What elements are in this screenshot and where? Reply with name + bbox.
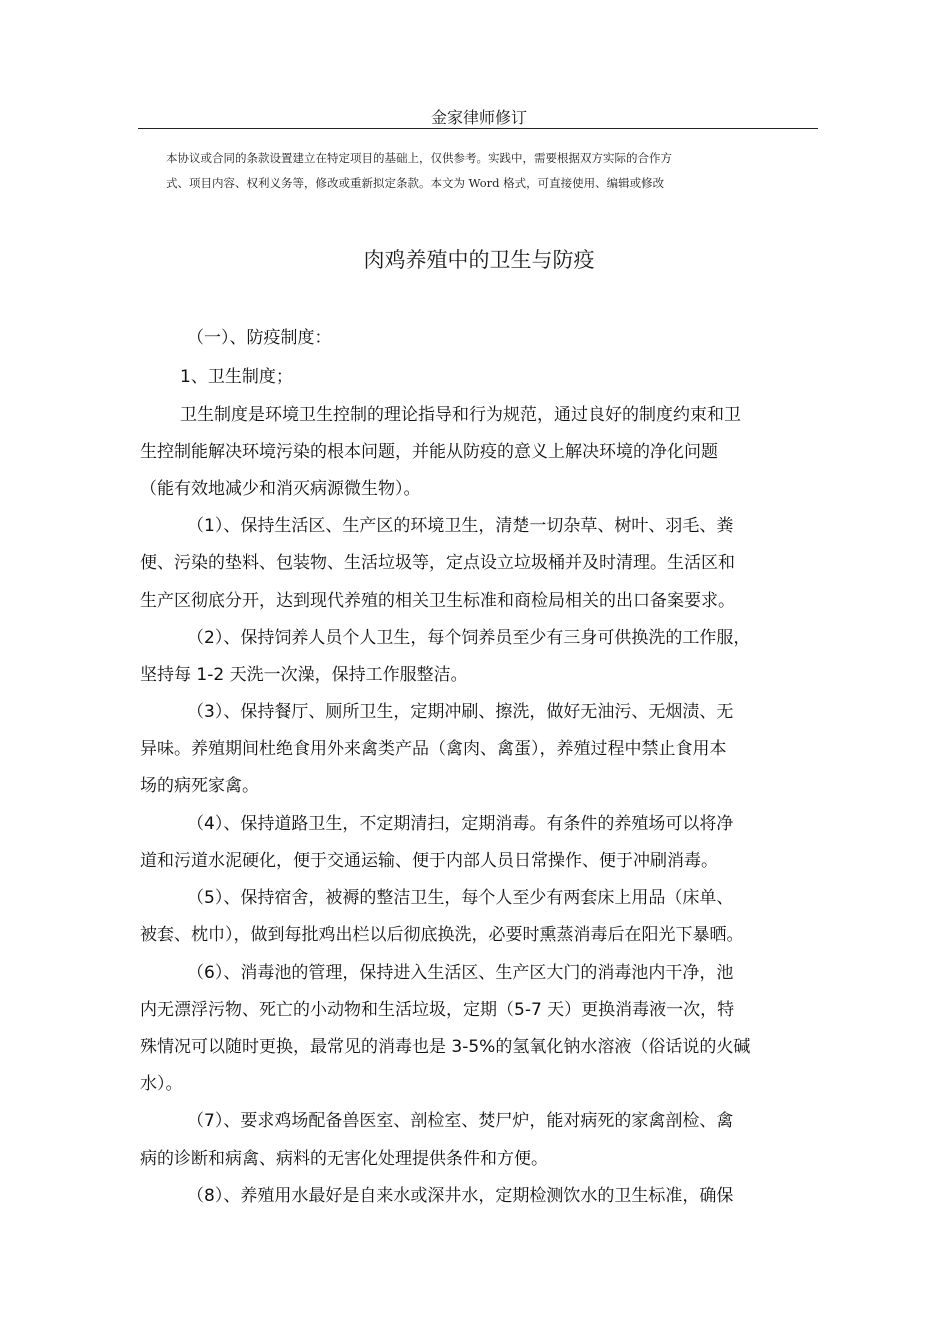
- body-line: 异味。养殖期间杜绝食用外来禽类产品（禽肉、禽蛋），养殖过程中禁止食用本: [140, 739, 727, 759]
- body-line: 病的诊断和病禽、病料的无害化处理提供条件和方便。: [140, 1149, 548, 1169]
- section-heading: （一）、防疫制度：: [187, 328, 332, 348]
- body-line: （8）、养殖用水最好是自来水或深井水，定期检测饮水的卫生标准，确保: [187, 1186, 734, 1206]
- header-title: 金家律师修订: [430, 108, 527, 127]
- document-title: 肉鸡养殖中的卫生与防疫: [363, 248, 595, 272]
- body-line: 殊情况可以随时更换，最常见的消毒也是 3-5%的氢氧化钠水溶液（俗话说的火碱: [140, 1037, 751, 1057]
- subsection-heading: 1、卫生制度；: [180, 367, 293, 387]
- body-line: 水）。: [140, 1074, 183, 1094]
- body-line: （4）、保持道路卫生，不定期清扫，定期消毒。有条件的养殖场可以将净: [187, 814, 734, 834]
- body-line: 被套、枕巾），做到每批鸡出栏以后彻底换洗，必要时熏蒸消毒后在阳光下暴晒。: [140, 925, 744, 945]
- body-line: （2）、保持饲养人员个人卫生，每个饲养员至少有三身可供换洗的工作服，: [187, 628, 751, 648]
- disclaimer-line: 本协议或合同的条款设置建立在特定项目的基础上，仅供参考。实践中，需要根据双方实际的合作方: [166, 151, 672, 165]
- body-line: 坚持每 1-2 天洗一次澡，保持工作服整洁。: [140, 665, 468, 685]
- body-line: 场的病死家禽。: [140, 776, 259, 796]
- body-line: （7）、要求鸡场配备兽医室、剖检室、焚尸炉，能对病死的家禽剖检、禽: [187, 1111, 734, 1131]
- body-line: （1）、保持生活区、生产区的环境卫生，清楚一切杂草、树叶、羽毛、粪: [187, 516, 734, 536]
- body-line: 生控制能解决环境污染的根本问题，并能从防疫的意义上解决环境的净化问题: [140, 442, 718, 462]
- body-line: 卫生制度是环境卫生控制的理论指导和行为规范，通过良好的制度约束和卫: [180, 405, 741, 425]
- body-line: （3）、保持餐厅、厕所卫生，定期冲刷、擦洗，做好无油污、无烟渍、无: [187, 702, 734, 722]
- body-line: （5）、保持宿舍，被褥的整洁卫生，每个人至少有两套床上用品（床单、: [187, 888, 734, 908]
- body-line: 道和污道水泥硬化，便于交通运输、便于内部人员日常操作、便于冲刷消毒。: [140, 851, 718, 871]
- body-line: （6）、消毒池的管理，保持进入生活区、生产区大门的消毒池内干净，池: [187, 963, 734, 983]
- body-line: 生产区彻底分开，达到现代养殖的相关卫生标准和商检局相关的出口备案要求。: [140, 591, 735, 611]
- body-line: 内无漂浮污物、死亡的小动物和生活垃圾，定期（5-7 天）更换消毒液一次，特: [140, 1000, 735, 1020]
- disclaimer-line: 式、项目内容、权利义务等，修改或重新拟定条款。本文为 Word 格式，可直接使用、编辑或修改: [166, 176, 665, 190]
- body-line: 便、污染的垫料、包装物、生活垃圾等，定点设立垃圾桶并及时清理。生活区和: [140, 553, 735, 573]
- body-line: （能有效地减少和消灭病源微生物）。: [140, 479, 421, 499]
